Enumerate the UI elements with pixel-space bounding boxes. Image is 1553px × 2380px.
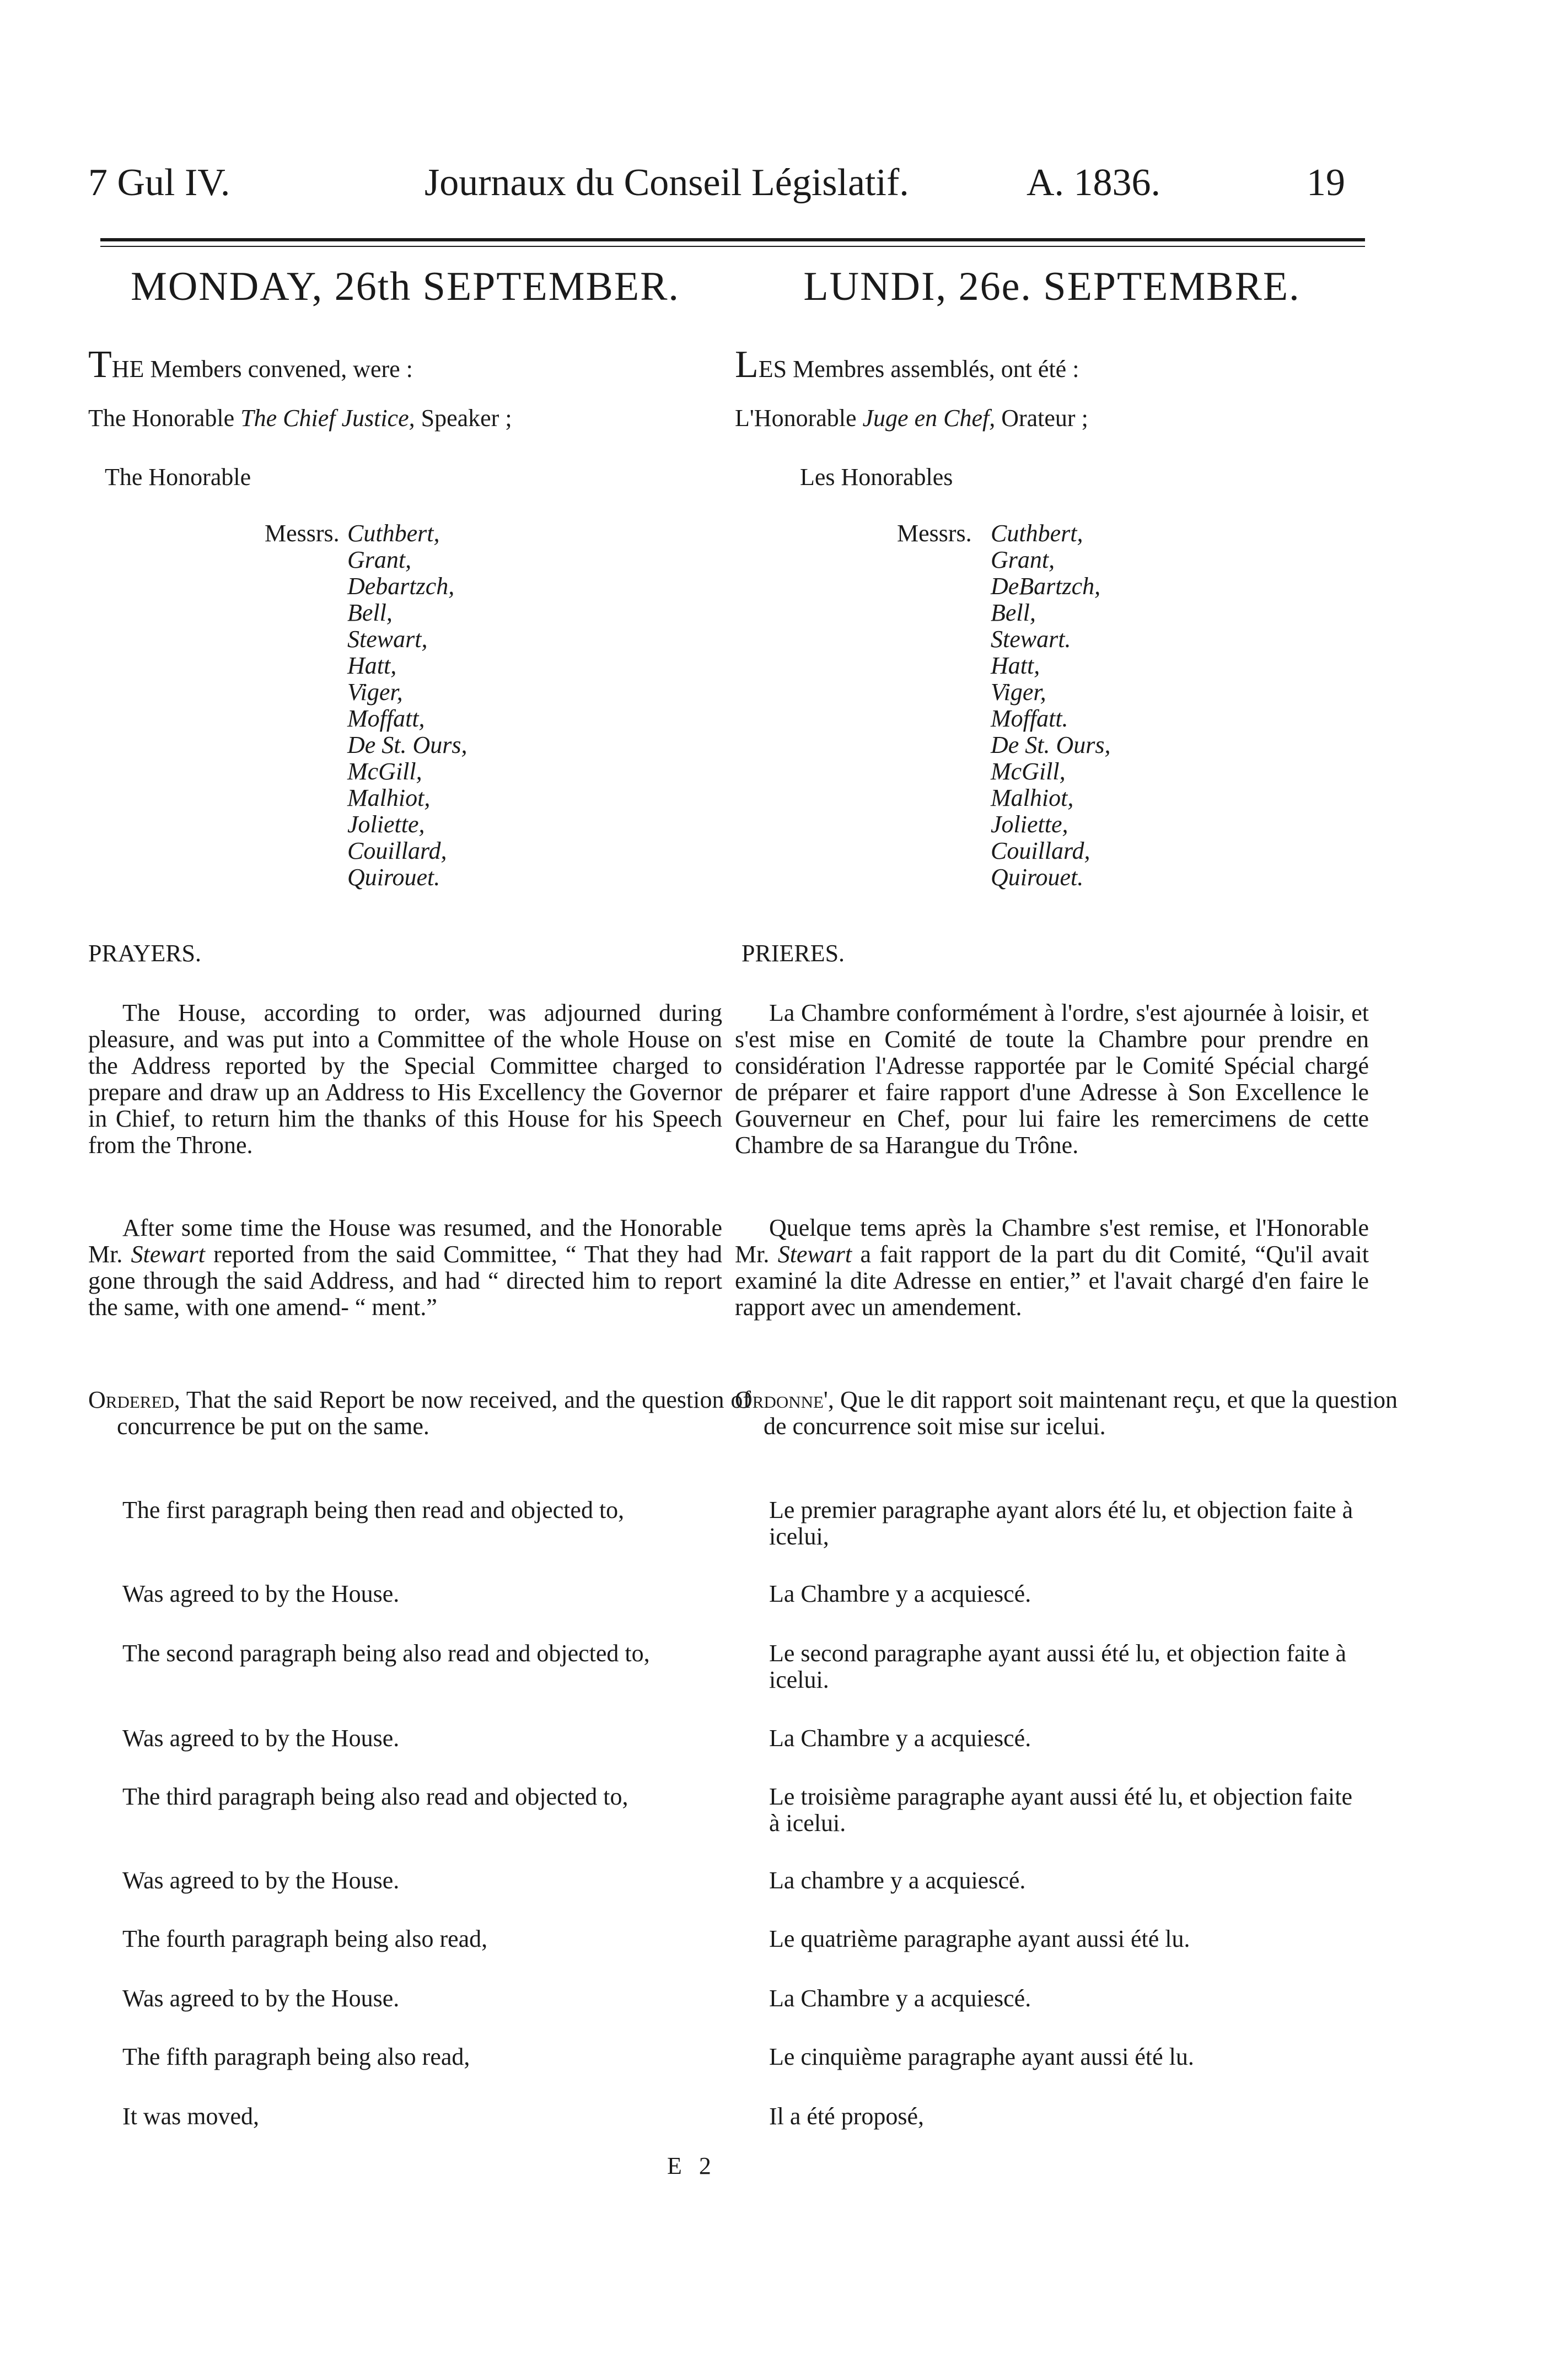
agreed-line-english: Was agreed to by the House. — [122, 1580, 400, 1607]
member-list-english — [347, 520, 467, 891]
date-heading-english: MONDAY, 26th SEPTEMBER. — [131, 264, 680, 309]
member-name: DeBartzch, — [991, 573, 1101, 600]
speaker-line-french — [735, 405, 1369, 432]
fifth-paragraph-line-french: Le cinquième paragraphe ayant aussi été lu. — [769, 2043, 1194, 2070]
member-name: Quirouet. — [991, 864, 1084, 891]
report-text-a: Quelque tems après la Chambre s'est remise, et l'Honorable Mr. — [735, 1214, 1369, 1268]
member-stewart: Stewart — [777, 1241, 852, 1268]
speaker-name: The Chief Justice, — [240, 405, 415, 432]
member-stewart: Stewart — [131, 1241, 205, 1268]
member-list-french — [991, 520, 1111, 891]
journal-title: Journaux du Conseil Législatif. — [424, 161, 909, 204]
second-paragraph-line-english: The second paragraph being also read and objected to, — [122, 1640, 650, 1667]
report-text-b: reported from the said Committee, “ That they had gone through the said Address, and had “ directed him to report the same, with one amend- “ ment.” — [88, 1241, 722, 1321]
member-name: Viger, — [347, 679, 403, 706]
committee-paragraph-french: La Chambre conformément à l'ordre, s'est ajournée à loisir, et s'est mise en Comité de toute la Chambre pour prendre en considération l'Adresse rapportée par le Comité Spécial chargé de préparer et faire rapport d'une Adresse à Son Excellence le Gouverneur en Chef, pour lui faire les remercimens de cette Chambre de sa Harangue du Trône. — [735, 999, 1369, 1159]
calendar-year: A. 1836. — [1027, 161, 1161, 204]
members-convened-english — [88, 343, 722, 386]
member-name: Hatt, — [347, 652, 397, 679]
agreed-line-english: Was agreed to by the House. — [122, 1867, 400, 1894]
prayers-heading-english: PRAYERS. — [88, 940, 202, 967]
member-name: Joliette, — [991, 811, 1068, 838]
speaker-name: Juge en Chef, — [862, 405, 996, 432]
agreed-line-french: La Chambre y a acquiescé. — [769, 1985, 1031, 2012]
speaker-line-english — [88, 405, 722, 432]
report-paragraph-english — [88, 1215, 722, 1321]
signature-mark: E 2 — [667, 2152, 717, 2179]
member-name: Quirouet. — [347, 864, 440, 891]
speaker-suffix: Orateur ; — [1001, 405, 1088, 432]
member-name: De St. Ours, — [991, 731, 1111, 758]
convened-text: ES Membres assemblés, ont été : — [758, 356, 1079, 383]
member-name: Malhiot, — [991, 784, 1074, 811]
messrs-label-french: Messrs. — [897, 520, 972, 547]
speaker-suffix: Speaker ; — [421, 405, 512, 432]
header-rule-thin — [100, 246, 1365, 247]
messrs-label-english: Messrs. — [265, 520, 340, 547]
agreed-line-english: Was agreed to by the House. — [122, 1725, 400, 1752]
ordered-text: Que le dit rapport soit maintenant reçu, et que la question de concurrence soit mise sur icelui. — [764, 1386, 1398, 1440]
speaker-prefix: The Honorable — [88, 405, 235, 432]
agreed-line-french: La chambre y a acquiescé. — [769, 1867, 1026, 1894]
second-paragraph-line-french: Le second paragraphe ayant aussi été lu, et objection faite à icelui. — [769, 1640, 1346, 1693]
third-paragraph-line-english: The third paragraph being also read and objected to, — [122, 1783, 628, 1810]
prayers-heading-french: PRIERES. — [741, 940, 845, 967]
member-name: Bell, — [991, 599, 1036, 626]
regnal-year: 7 Gul IV. — [88, 161, 230, 204]
ordered-text: That the said Report be now received, and the question of concurrence be put on the same. — [117, 1386, 751, 1440]
member-name: De St. Ours, — [347, 731, 467, 758]
member-name: Cuthbert, — [991, 520, 1083, 547]
date-heading-french: LUNDI, 26e. SEPTEMBRE. — [803, 264, 1301, 309]
agreed-line-french: La Chambre y a acquiescé. — [769, 1725, 1031, 1752]
ordered-paragraph-french — [735, 1387, 1398, 1440]
page-number: 19 — [1307, 161, 1345, 204]
committee-paragraph-english: The House, according to order, was adjourned during pleasure, and was put into a Committee of the whole House on the Address reported by the Special Committee charged to prepare and draw up an Address to His Excellency the Governor in Chief, to return him the thanks of this House for his Speech from the Throne. — [88, 999, 722, 1159]
member-name: Debartzch, — [347, 573, 455, 600]
agreed-line-english: Was agreed to by the House. — [122, 1985, 400, 2012]
member-name: Grant, — [347, 546, 412, 573]
member-name: Malhiot, — [347, 784, 431, 811]
member-name: Grant, — [991, 546, 1055, 573]
ordered-label: Ordered, — [88, 1386, 180, 1413]
member-name: Stewart, — [347, 626, 428, 653]
member-name: Couillard, — [991, 837, 1090, 864]
convened-text: HE Members convened, were : — [111, 356, 413, 383]
first-paragraph-line-french: Le premier paragraphe ayant alors été lu, et objection faite à icelui, — [769, 1496, 1353, 1550]
member-name: Moffatt, — [347, 705, 425, 732]
honorables-english: The Honorable — [105, 464, 251, 491]
member-name: Stewart. — [991, 626, 1071, 653]
member-name: McGill, — [347, 758, 422, 785]
drop-cap: L — [735, 343, 759, 386]
header-rule-thick — [100, 238, 1365, 241]
member-name: Joliette, — [347, 811, 425, 838]
member-name: Cuthbert, — [347, 520, 440, 547]
third-paragraph-line-french: Le troisième paragraphe ayant aussi été lu, et objection faite à icelui. — [769, 1783, 1352, 1837]
speaker-prefix: L'Honorable — [735, 405, 857, 432]
drop-cap: T — [88, 343, 112, 386]
fourth-paragraph-line-english: The fourth paragraph being also read, — [122, 1925, 488, 1952]
honorables-french: Les Honorables — [800, 464, 953, 491]
member-name: Couillard, — [347, 837, 447, 864]
report-paragraph-french — [735, 1215, 1369, 1321]
ordered-paragraph-english — [88, 1387, 751, 1440]
first-paragraph-line-english: The first paragraph being then read and objected to, — [122, 1496, 625, 1523]
fifth-paragraph-line-english: The fifth paragraph being also read, — [122, 2043, 470, 2070]
report-text-a: After some time the House was resumed, and the Honorable Mr. — [88, 1214, 722, 1268]
fourth-paragraph-line-french: Le quatrième paragraphe ayant aussi été lu. — [769, 1925, 1190, 1952]
member-name: Hatt, — [991, 652, 1040, 679]
member-name: Moffatt. — [991, 705, 1068, 732]
member-name: Viger, — [991, 679, 1046, 706]
report-text-b: a fait rapport de la part du dit Comité, “Qu'il avait examiné la dite Adresse en entier,” et l'avait chargé d'en faire le rapport avec un amendement. — [735, 1241, 1369, 1321]
member-name: Bell, — [347, 599, 393, 626]
member-name: McGill, — [991, 758, 1066, 785]
moved-line-french: Il a été proposé, — [769, 2103, 924, 2130]
agreed-line-french: La Chambre y a acquiescé. — [769, 1580, 1031, 1607]
members-convened-french — [735, 343, 1369, 386]
moved-line-english: It was moved, — [122, 2103, 260, 2130]
ordered-label: Ordonne', — [735, 1386, 834, 1413]
